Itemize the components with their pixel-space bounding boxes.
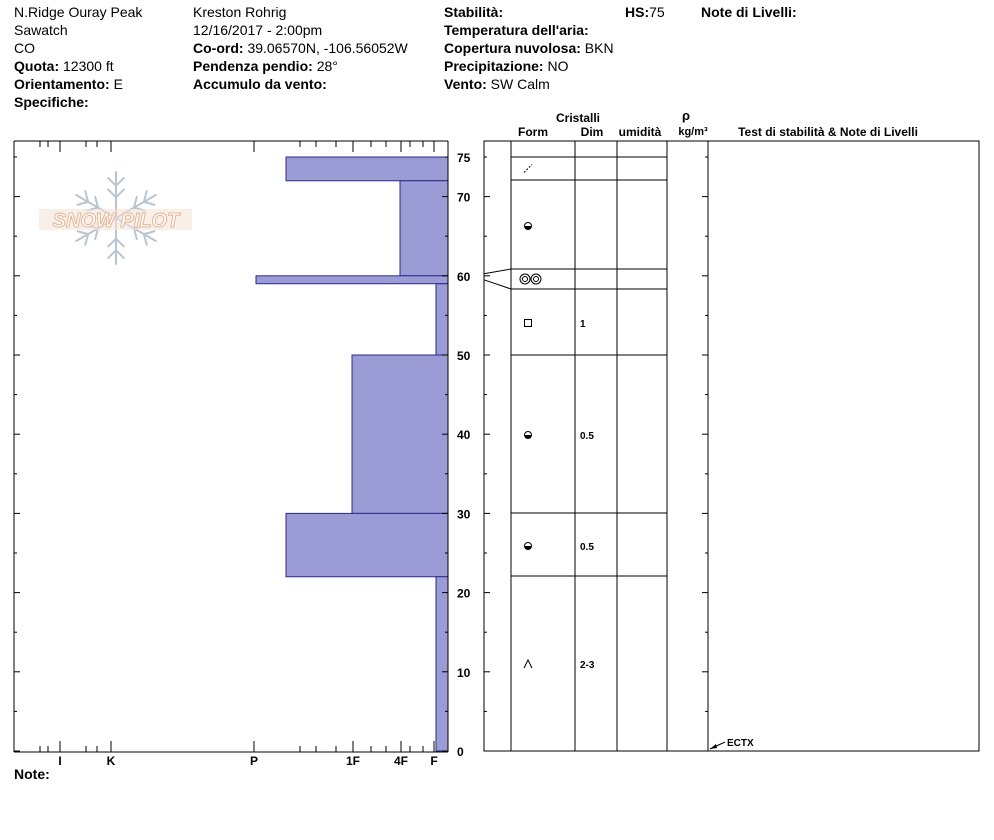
datetime: 12/16/2017 - 2:00pm <box>193 22 323 38</box>
wind-loading: Accumulo da vento: <box>193 76 327 92</box>
stability-tests <box>710 738 754 749</box>
hardness-tick-label: P <box>249 754 259 768</box>
note-label: Note: <box>14 766 50 782</box>
specifics: Specifiche: <box>14 94 89 110</box>
hardness-bar <box>286 513 448 576</box>
header-tests: Test di stabilità & Note di Livelli <box>738 125 918 139</box>
hardness-tick-label: F <box>430 754 438 768</box>
elevation: Quota: 12300 ft <box>14 58 114 74</box>
table-frame <box>484 141 979 751</box>
rounded-faceted-icon <box>525 543 532 550</box>
melt-circle-inner <box>523 277 528 282</box>
aspect: Orientamento: E <box>14 76 123 92</box>
location-name: N.Ridge Ouray Peak <box>14 4 143 20</box>
snowpilot-logo <box>39 172 192 264</box>
test-label: ECTX <box>727 738 754 749</box>
boundary-connector <box>484 269 511 274</box>
layer-table <box>484 108 979 751</box>
header-size: Dim <box>580 125 604 139</box>
faceted-icon <box>525 320 532 327</box>
slope-angle: Pendenza pendio: 28° <box>193 58 338 74</box>
hardness-bar <box>436 577 448 751</box>
boundary-connector <box>484 280 511 289</box>
layer-size-label: 2-3 <box>580 660 595 671</box>
depth-hoar-icon <box>524 660 532 668</box>
layer-size-label: 1 <box>580 319 586 330</box>
melt-circle <box>531 274 541 284</box>
snow-height: HS:75 <box>625 4 665 20</box>
height-tick-label: 30 <box>457 507 471 522</box>
flake-branch <box>116 250 124 258</box>
height-tick-label: 20 <box>457 586 471 601</box>
air-temperature: Temperatura dell'aria: <box>444 22 589 38</box>
precipitation: Precipitazione: NO <box>444 58 569 74</box>
state: CO <box>14 40 35 56</box>
hardness-tick-label: 4F <box>393 754 409 768</box>
flake-branch <box>144 202 155 205</box>
flake-branch <box>116 239 124 247</box>
header-crystals: Cristalli <box>555 111 601 125</box>
cloud-cover: Copertura nuvolosa: BKN <box>444 40 614 56</box>
header-form: Form <box>518 125 548 139</box>
layer-size-label: 0.5 <box>580 431 594 442</box>
height-tick-label: 60 <box>457 269 471 284</box>
flake-branch <box>108 178 116 186</box>
hardness-tick-label: I <box>58 754 62 768</box>
test-arrowhead <box>710 744 717 749</box>
height-tick-label: 70 <box>457 190 471 205</box>
flake-branch <box>108 190 116 198</box>
coordinates: Co-ord: 39.06570N, -106.56052W <box>193 40 408 56</box>
hardness-bar <box>286 157 448 181</box>
flake-branch <box>116 190 124 198</box>
hardness-bar <box>352 355 448 513</box>
flake-branch <box>77 202 88 205</box>
observer: Kreston Rohrig <box>193 4 287 20</box>
wind: Vento: SW Calm <box>444 76 550 92</box>
flake-branch <box>108 250 116 258</box>
decomposing-fragments-icon <box>524 165 532 173</box>
hardness-tick-label: K <box>106 754 116 768</box>
melt-circle-inner <box>534 277 539 282</box>
mountain-range: Sawatch <box>14 22 68 38</box>
melt-circle <box>520 274 530 284</box>
hardness-panel <box>14 141 471 768</box>
stability: Stabilità: <box>444 4 504 20</box>
rounded-faceted-icon <box>525 223 532 230</box>
header-rho: ρ <box>681 108 691 123</box>
height-tick-label: 75 <box>457 151 471 165</box>
melt-forms-icon <box>520 274 541 284</box>
flake-branch <box>108 239 116 247</box>
height-tick-label: 10 <box>457 665 471 680</box>
layer-cells <box>520 165 595 672</box>
hardness-bar <box>256 276 448 284</box>
hardness-bar <box>400 181 448 276</box>
table-height-ticks <box>484 157 708 751</box>
height-tick-label: 0 <box>457 745 464 759</box>
hardness-tick-label: 1F <box>345 754 361 768</box>
layer-notes-heading: Note di Livelli: <box>701 4 797 20</box>
header-density-unit: kg/m³ <box>678 126 708 138</box>
header-moisture: umidità <box>618 125 662 139</box>
height-tick-label: 40 <box>457 428 471 443</box>
flake-branch <box>116 178 124 186</box>
rounded-faceted-icon <box>525 432 532 439</box>
hardness-bar <box>436 284 448 355</box>
hardness-bars <box>256 157 448 751</box>
height-tick-label: 50 <box>457 349 471 363</box>
logo-text: SNOW PILOT <box>52 210 180 232</box>
layer-size-label: 0.5 <box>580 542 594 553</box>
